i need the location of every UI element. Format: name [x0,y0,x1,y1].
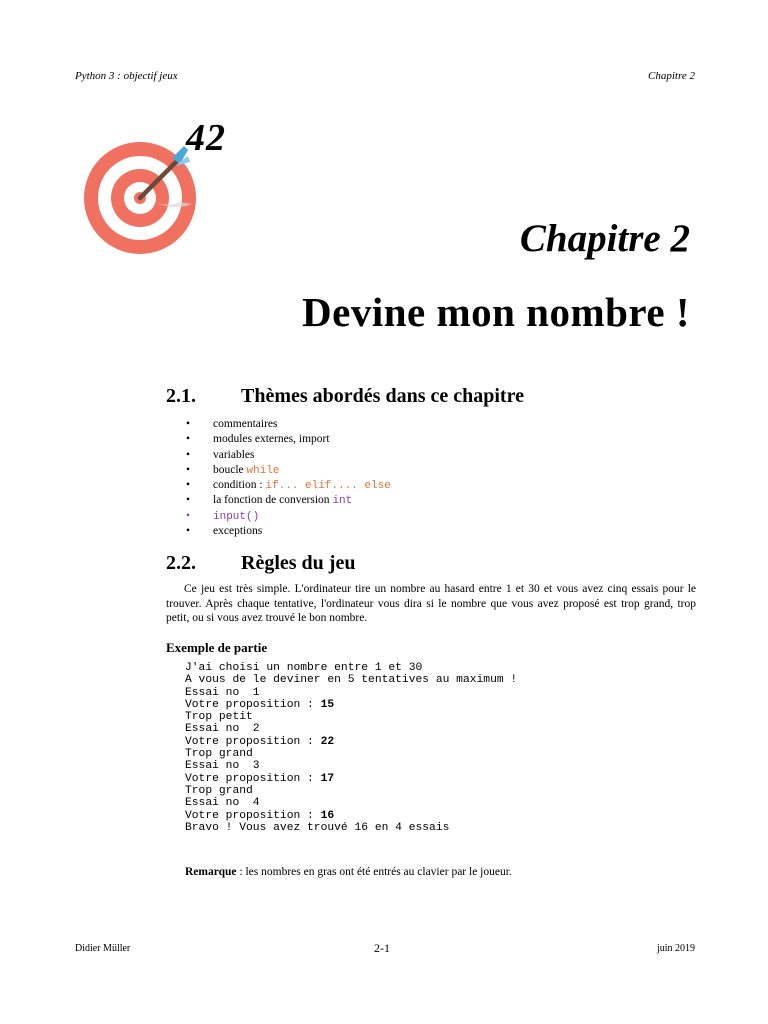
footer-author: Didier Müller [75,943,131,954]
console-text: Trop grand [185,748,253,761]
chapter-title: Devine mon nombre ! [302,289,690,335]
console-text: A vous de le deviner en 5 tentatives au maximum ! [185,674,518,687]
remark-label: Remarque [185,866,237,878]
console-text: Trop petit [185,711,253,724]
bullet-icon: • [186,479,191,492]
console-text: Votre proposition : [185,809,321,822]
console-line [185,723,517,735]
console-text: Votre proposition : [185,772,321,785]
topic-item [186,463,391,478]
console-line [185,687,517,699]
target-icon [80,112,260,262]
console-line [185,773,517,785]
console-text: J'ai choisi un nombre entre 1 et 30 [185,662,423,674]
bullet-icon: • [186,433,191,446]
console-line [185,785,517,797]
logo-number: 42 [186,117,226,159]
topic-text: commentaires [213,418,278,430]
topic-item [186,432,391,447]
bullet-icon: • [186,494,191,507]
topic-text: exceptions [213,525,263,538]
console-line [185,822,517,834]
console-line [185,810,517,822]
console-output [185,662,517,834]
console-text: Essai no 4 [185,797,260,810]
example-title: Exemple de partie [166,640,268,655]
console-line [185,736,517,748]
topic-item [186,524,391,539]
bullet-icon: • [186,418,191,430]
topic-item [186,417,391,432]
console-line [185,760,517,772]
section-heading-themes [166,385,524,408]
section-heading-rules [166,552,355,575]
bullet-icon: • [186,448,191,461]
console-line [185,699,517,711]
console-line [185,662,517,674]
console-user-input: 16 [320,809,335,822]
console-text: Votre proposition : [185,698,321,711]
page-number: 2-1 [374,941,390,955]
console-line [185,711,517,723]
console-user-input: 22 [320,735,335,748]
remark [185,866,512,878]
footer-date: juin 2019 [656,943,695,954]
topic-code: while [246,464,280,477]
topic-code: int [332,495,353,508]
header-left: Python 3 : objectif jeux [75,70,178,82]
topic-item [186,493,391,508]
console-text: Trop grand [185,784,253,797]
topic-code: if... elif.... else [265,480,391,493]
header-right: Chapitre 2 [648,70,695,82]
topic-text: condition : [213,479,266,492]
remark-text: : les nombres en gras ont été entrés au clavier par le joueur. [236,866,512,878]
chapter-label: Chapitre 2 [519,217,690,260]
topic-item [186,448,391,463]
console-user-input: 17 [320,772,335,785]
console-line [185,674,517,686]
topic-text: modules externes, import [213,433,330,446]
topic-item [186,509,391,524]
topic-text: la fonction de conversion [213,494,333,507]
target-logo [80,112,260,262]
bullet-icon: • [186,463,191,476]
section-title: Thèmes abordés dans ce chapitre [241,385,524,407]
console-text: Votre proposition : [185,735,321,748]
bullet-icon: • [186,525,191,538]
section-title: Règles du jeu [241,552,356,574]
topic-item [186,478,391,493]
console-line [185,748,517,760]
console-text: Essai no 2 [185,723,260,736]
rules-paragraph: Ce jeu est très simple. L'ordinateur tire un nombre au hasard entre 1 et 30 et vous avez cinq essais pour le trouver. Après chaque tentative, l'ordinateur vous dira si le nombre que vous avez proposé est trop grand, trop petit, ou si vous avez trouvé le bon nombre. [166,583,696,624]
topics-list [186,417,391,539]
topic-text: boucle [213,463,247,476]
bullet-icon: • [186,509,191,522]
console-text: Essai no 1 [185,686,260,699]
topic-text: variables [213,448,255,461]
console-user-input: 15 [320,698,335,711]
section-number: 2.2. [166,552,196,574]
console-line [185,797,517,809]
console-text: Bravo ! Vous avez trouvé 16 en 4 essais [185,821,450,834]
topic-code: input() [213,510,260,523]
section-number: 2.1. [166,385,196,407]
console-text: Essai no 3 [185,760,260,773]
